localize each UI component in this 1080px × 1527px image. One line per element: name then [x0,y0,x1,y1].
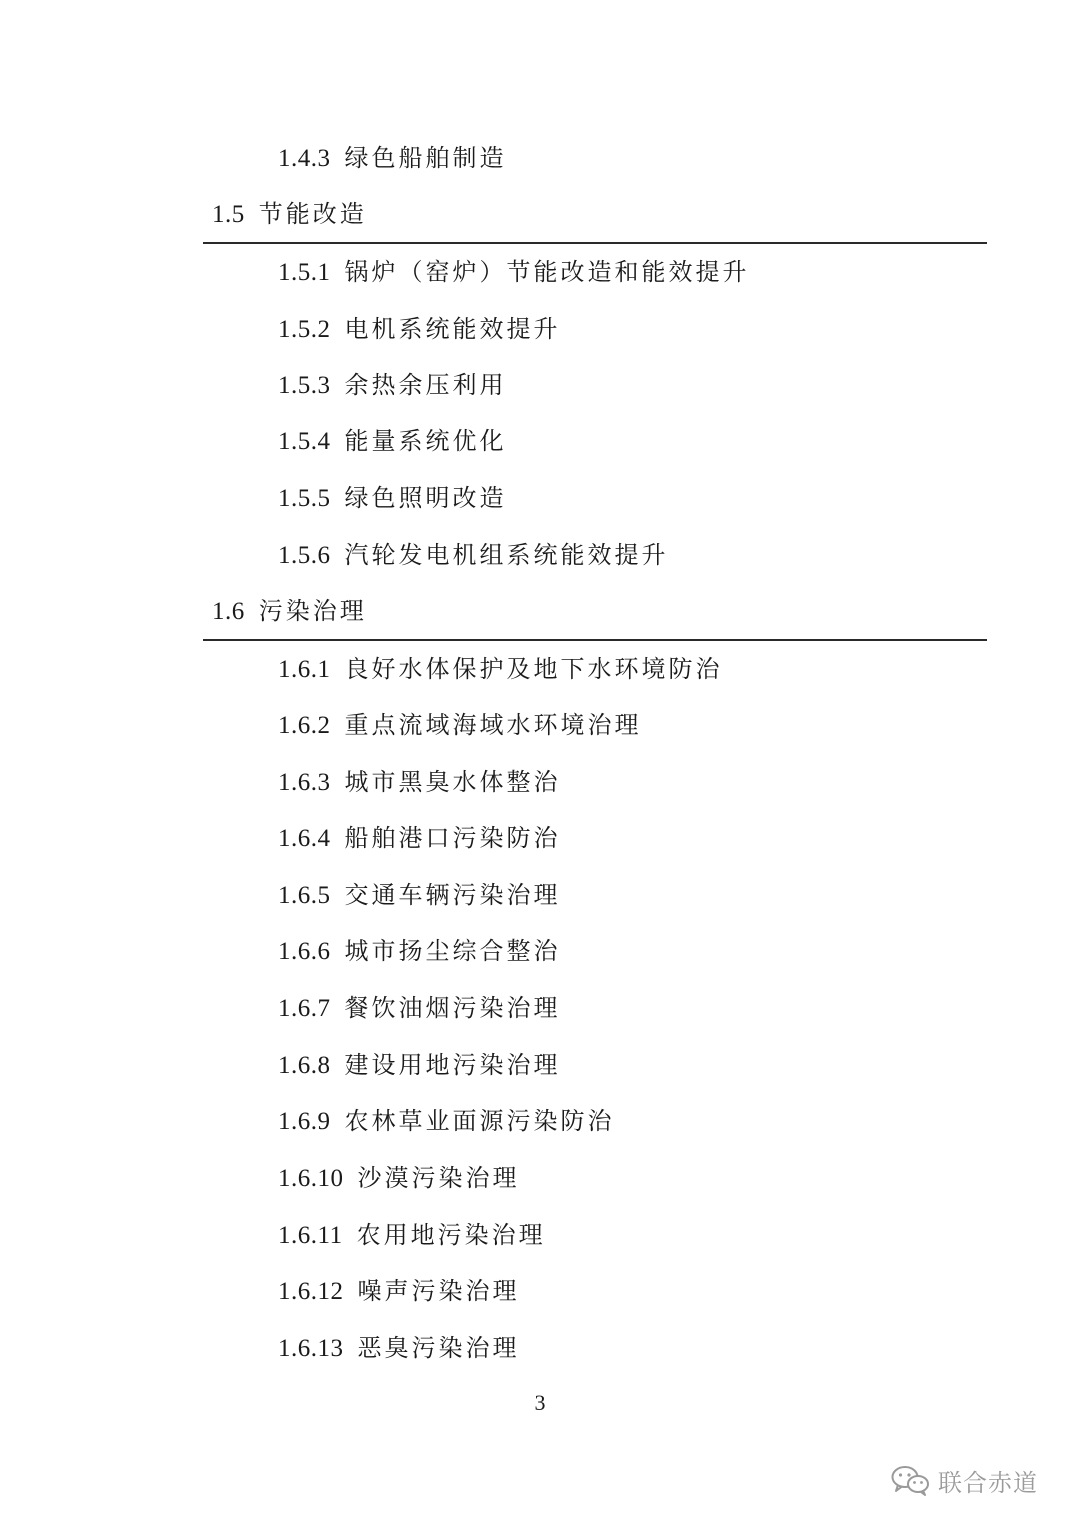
section-divider [203,242,987,244]
item-number: 1.6.6 [278,938,331,965]
item-title: 恶臭污染治理 [357,1334,520,1362]
item-title: 餐饮油烟污染治理 [344,994,561,1022]
section-divider [203,639,987,641]
item-number: 1.6.8 [278,1052,331,1079]
item-title: 能量系统优化 [344,427,507,455]
list-item [278,988,561,1028]
list-item [278,762,561,802]
list-item [278,875,561,915]
list-item [278,252,750,292]
item-number: 1.5.5 [278,485,331,512]
item-title: 良好水体保护及地下水环境防治 [344,655,723,683]
list-item [278,818,561,858]
item-number: 1.6.10 [278,1165,344,1192]
item-title: 城市扬尘综合整治 [344,937,561,965]
item-number: 1.6.12 [278,1278,344,1305]
watermark-text: 联合赤道 [938,1468,1038,1497]
watermark [890,1460,1038,1500]
list-item [278,365,507,405]
list-item [278,535,669,575]
wechat-icon [890,1464,932,1496]
list-item [278,1328,520,1368]
item-number: 1.6.13 [278,1335,344,1362]
item-title: 船舶港口污染防治 [344,824,561,852]
item-title: 交通车辆污染治理 [344,881,561,909]
list-item [278,1045,561,1085]
item-number: 1.6.2 [278,712,331,739]
item-number: 1.5.6 [278,542,331,569]
list-item [278,1101,615,1141]
item-number: 1.4.3 [278,145,331,172]
item-title: 重点流域海域水环境治理 [344,711,642,739]
item-title: 汽轮发电机组系统能效提升 [344,541,669,569]
item-title: 节能改造 [258,200,367,228]
list-item [278,1271,520,1311]
item-title: 绿色照明改造 [344,484,507,512]
list-item [278,421,507,461]
section-heading [212,591,367,631]
list-item [278,309,561,349]
item-number: 1.5 [212,201,245,228]
item-title: 污染治理 [258,597,367,625]
item-number: 1.5.1 [278,259,331,286]
item-number: 1.5.3 [278,372,331,399]
list-item [278,649,723,689]
item-number: 1.6.7 [278,995,331,1022]
item-title: 电机系统能效提升 [344,315,561,343]
item-number: 1.6.4 [278,825,331,852]
list-item [278,705,642,745]
item-title: 城市黑臭水体整治 [344,768,561,796]
section-heading [212,194,367,234]
item-title: 农林草业面源污染防治 [344,1107,615,1135]
item-title: 沙漠污染治理 [357,1164,520,1192]
item-number: 1.6.5 [278,882,331,909]
item-title: 绿色船舶制造 [344,144,507,172]
item-title: 建设用地污染治理 [344,1051,561,1079]
list-item [278,1215,546,1255]
item-number: 1.5.4 [278,428,331,455]
item-title: 噪声污染治理 [357,1277,520,1305]
list-item [278,478,507,518]
item-number: 1.6.1 [278,656,331,683]
item-number: 1.5.2 [278,316,331,343]
item-title: 锅炉（窑炉）节能改造和能效提升 [344,258,750,286]
item-number: 1.6 [212,598,245,625]
list-item [278,138,507,178]
list-item [278,1158,520,1198]
item-title: 余热余压利用 [344,371,507,399]
item-number: 1.6.3 [278,769,331,796]
item-title: 农用地污染治理 [356,1221,546,1249]
item-number: 1.6.11 [278,1222,343,1249]
page-number: 3 [534,1390,546,1415]
list-item [278,931,561,971]
item-number: 1.6.9 [278,1108,331,1135]
